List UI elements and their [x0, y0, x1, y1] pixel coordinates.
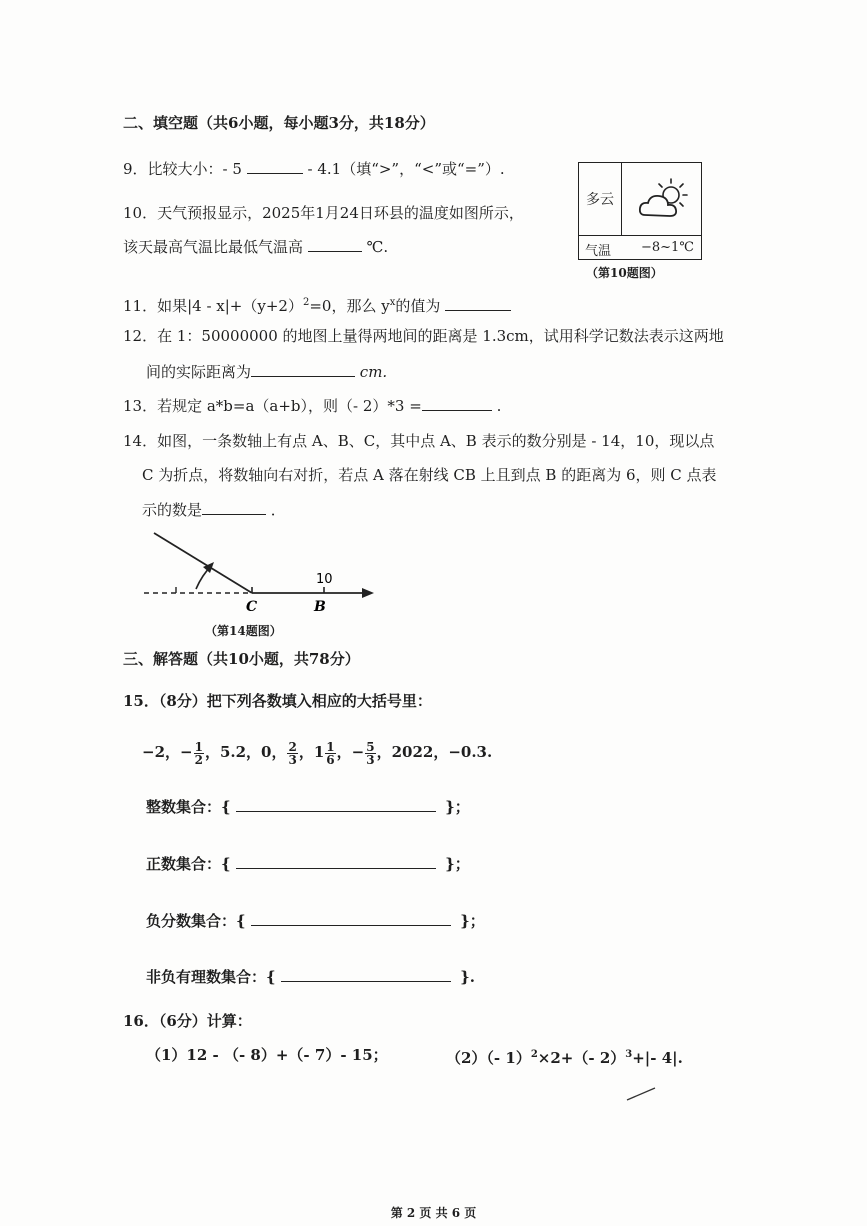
weather-condition: 多云 [586, 192, 614, 208]
pen-mark [626, 1086, 656, 1102]
question-13: 13．若规定 a*b=a（a+b），则（- 2）*3 = . [123, 397, 502, 415]
figure-10-caption: （第10题图） [586, 266, 663, 280]
question-15-numbers: −2，− $\frac{1}{2}$ ，5.2，0， $\frac{2}{3}$ ，1 $\frac{1}{6}$ ，− $\frac{5}{3}$ ，2022，−0.3. [142, 739, 493, 767]
label-10: 10 [316, 572, 333, 587]
question-16-part1: （1）12 - （- 8）+（- 7）- 15； [146, 1046, 388, 1064]
number-line-figure [140, 525, 380, 617]
question-14-line1: 14．如图，一条数轴上有点 A、B、C，其中点 A、B 表示的数分别是 - 14，10，现以点 [123, 432, 715, 450]
question-14-line3: 示的数是 ． [142, 501, 286, 519]
page-footer: 第 2 页 共 6 页 [390, 1206, 477, 1220]
weather-temp-value: −8~1℃ [641, 240, 694, 255]
question-14-line2: C 为折点，将数轴向右对折，若点 A 落在射线 CB 上且到点 B 的距离为 6，则 C 点表 [142, 466, 717, 484]
fraction-1-2: $\frac{1}{2}$ [194, 739, 203, 767]
set-nonnegative-rationals: 非负有理数集合：{ }. [146, 968, 475, 986]
question-10-line2: 该天最高气温比最低气温高 ℃. [123, 238, 389, 256]
set-integers: 整数集合：{ }； [146, 798, 470, 816]
answer-blank-integers[interactable] [236, 797, 436, 812]
weather-temp-label: 气温 [585, 244, 612, 259]
answer-blank-negative-fractions[interactable] [251, 911, 451, 926]
answer-blank-11[interactable] [445, 296, 511, 311]
figure-14-caption: （第14题图） [205, 624, 282, 638]
fraction-2-3: $\frac{2}{3}$ [288, 739, 297, 767]
question-9: 9．比较大小：- 5 - 4.1（填“>”，“<”或“=”）. [123, 160, 505, 178]
section2-heading: 二、填空题（共6小题，每小题3分，共18分） [123, 114, 435, 132]
set-negative-fractions: 负分数集合：{ }； [146, 912, 485, 930]
cloud-sun-icon [637, 175, 689, 225]
fraction-1-6: $\frac{1}{6}$ [326, 739, 335, 767]
answer-blank-9[interactable] [247, 159, 303, 174]
fraction-5-3: $\frac{5}{3}$ [366, 739, 375, 767]
section3-heading: 三、解答题（共10小题，共78分） [123, 650, 360, 668]
set-positive: 正数集合：{ }； [146, 855, 470, 873]
question-11: 11．如果$|4 - x|+(y+2)^2=0$，那么 $y^x$的值为 [123, 292, 511, 317]
question-12-line1: 12．在 1：50000000 的地图上量得两地间的距离是 1.3cm，试用科学记数法表示这两地 [123, 327, 724, 345]
question-15-intro: 15．（8分）把下列各数填入相应的大括号里： [123, 692, 432, 710]
answer-blank-positive[interactable] [236, 854, 436, 869]
answer-blank-14[interactable] [202, 500, 266, 515]
question-16-intro: 16．（6分）计算： [123, 1012, 252, 1030]
folded-ray [154, 533, 252, 593]
question-10-line1: 10．天气预报显示，2025年1月24日环县的温度如图所示， [123, 204, 524, 222]
question-12-line2: 间的实际距离为 cm. [146, 363, 388, 381]
answer-blank-13[interactable] [422, 396, 492, 411]
answer-blank-12[interactable] [251, 362, 355, 377]
arrow-head [362, 588, 374, 598]
label-b: B [314, 599, 326, 615]
question-16-part2: （2）（- 1）$^2$×2+（- 2）$^3$+|- 4|. [446, 1049, 683, 1067]
answer-blank-nonnegative-rationals[interactable] [281, 967, 451, 982]
label-c: C [246, 599, 258, 615]
weather-table [578, 162, 702, 260]
answer-blank-10[interactable] [308, 237, 362, 252]
